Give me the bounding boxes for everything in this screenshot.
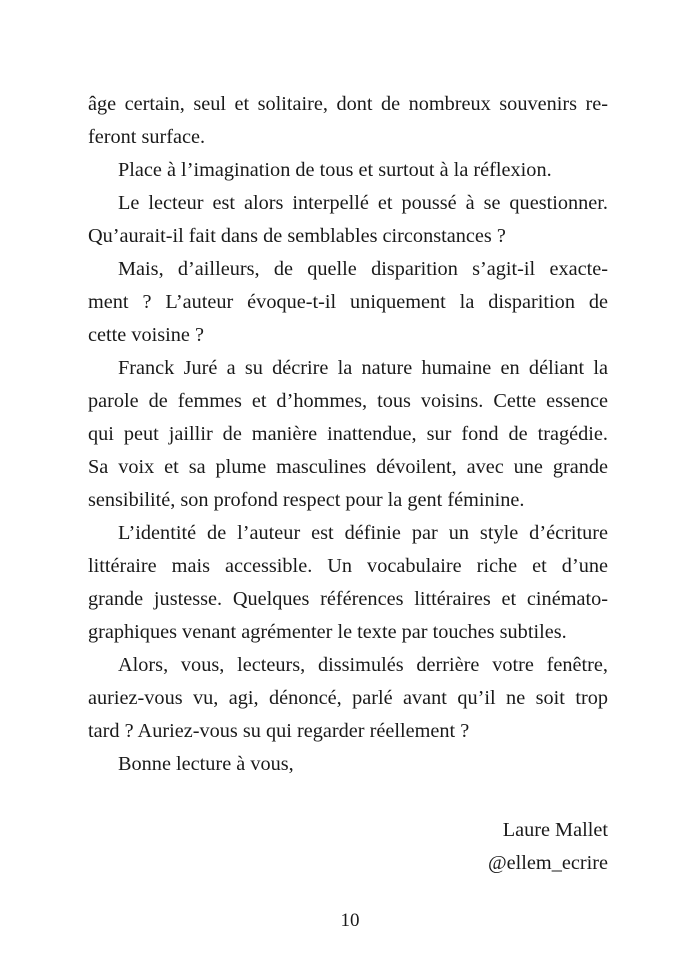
text-line: Alors, vous, lecteurs, dissimulés derrière votre fenêtre, (118, 654, 608, 676)
page-number: 10 (340, 910, 360, 931)
text-line: âge certain, seul et solitaire, dont de nombreux souvenirs re- (88, 93, 608, 115)
text-line: tard ? Auriez-vous su qui regarder réellement ? (88, 720, 470, 742)
text-line: Franck Juré a su décrire la nature humaine en déliant la (118, 357, 608, 379)
text-line: Le lecteur est alors interpellé et poussé à se questionner. (118, 192, 608, 214)
text-line: Place à l’imagination de tous et surtout à la réflexion. (118, 159, 552, 181)
text-line: feront surface. (88, 126, 206, 148)
text-line: Mais, d’ailleurs, de quelle disparition s’agit-il exacte- (118, 258, 608, 280)
text-line: ment ? L’auteur évoque-t-il uniquement la disparition de (88, 291, 608, 313)
text-line: L’identité de l’auteur est définie par un style d’écriture (118, 522, 608, 544)
signature-name: Laure Mallet (502, 819, 608, 841)
signature-handle: @ellem_ecrire (487, 852, 608, 874)
text-line: grande justesse. Quelques références littéraires et cinémato- (88, 588, 608, 610)
text-line: qui peut jaillir de manière inattendue, sur fond de tragédie. (88, 423, 608, 445)
text-line: parole de femmes et d’hommes, tous voisins. Cette essence (88, 390, 608, 412)
text-line: auriez-vous vu, agi, dénoncé, parlé avant qu’il ne soit trop (88, 687, 608, 709)
text-line: Bonne lecture à vous, (118, 753, 294, 775)
page-body (88, 88, 608, 880)
text-line: graphiques venant agrémenter le texte par touches subtiles. (88, 621, 567, 643)
text-line: Qu’aurait-il fait dans de semblables circonstances ? (88, 225, 506, 247)
text-line: cette voisine ? (88, 324, 205, 346)
text-line: littéraire mais accessible. Un vocabulaire riche et d’une (88, 555, 608, 577)
text-line: Sa voix et sa plume masculines dévoilent, avec une grande (88, 456, 608, 478)
text-line: sensibilité, son profond respect pour la gent féminine. (88, 489, 525, 511)
